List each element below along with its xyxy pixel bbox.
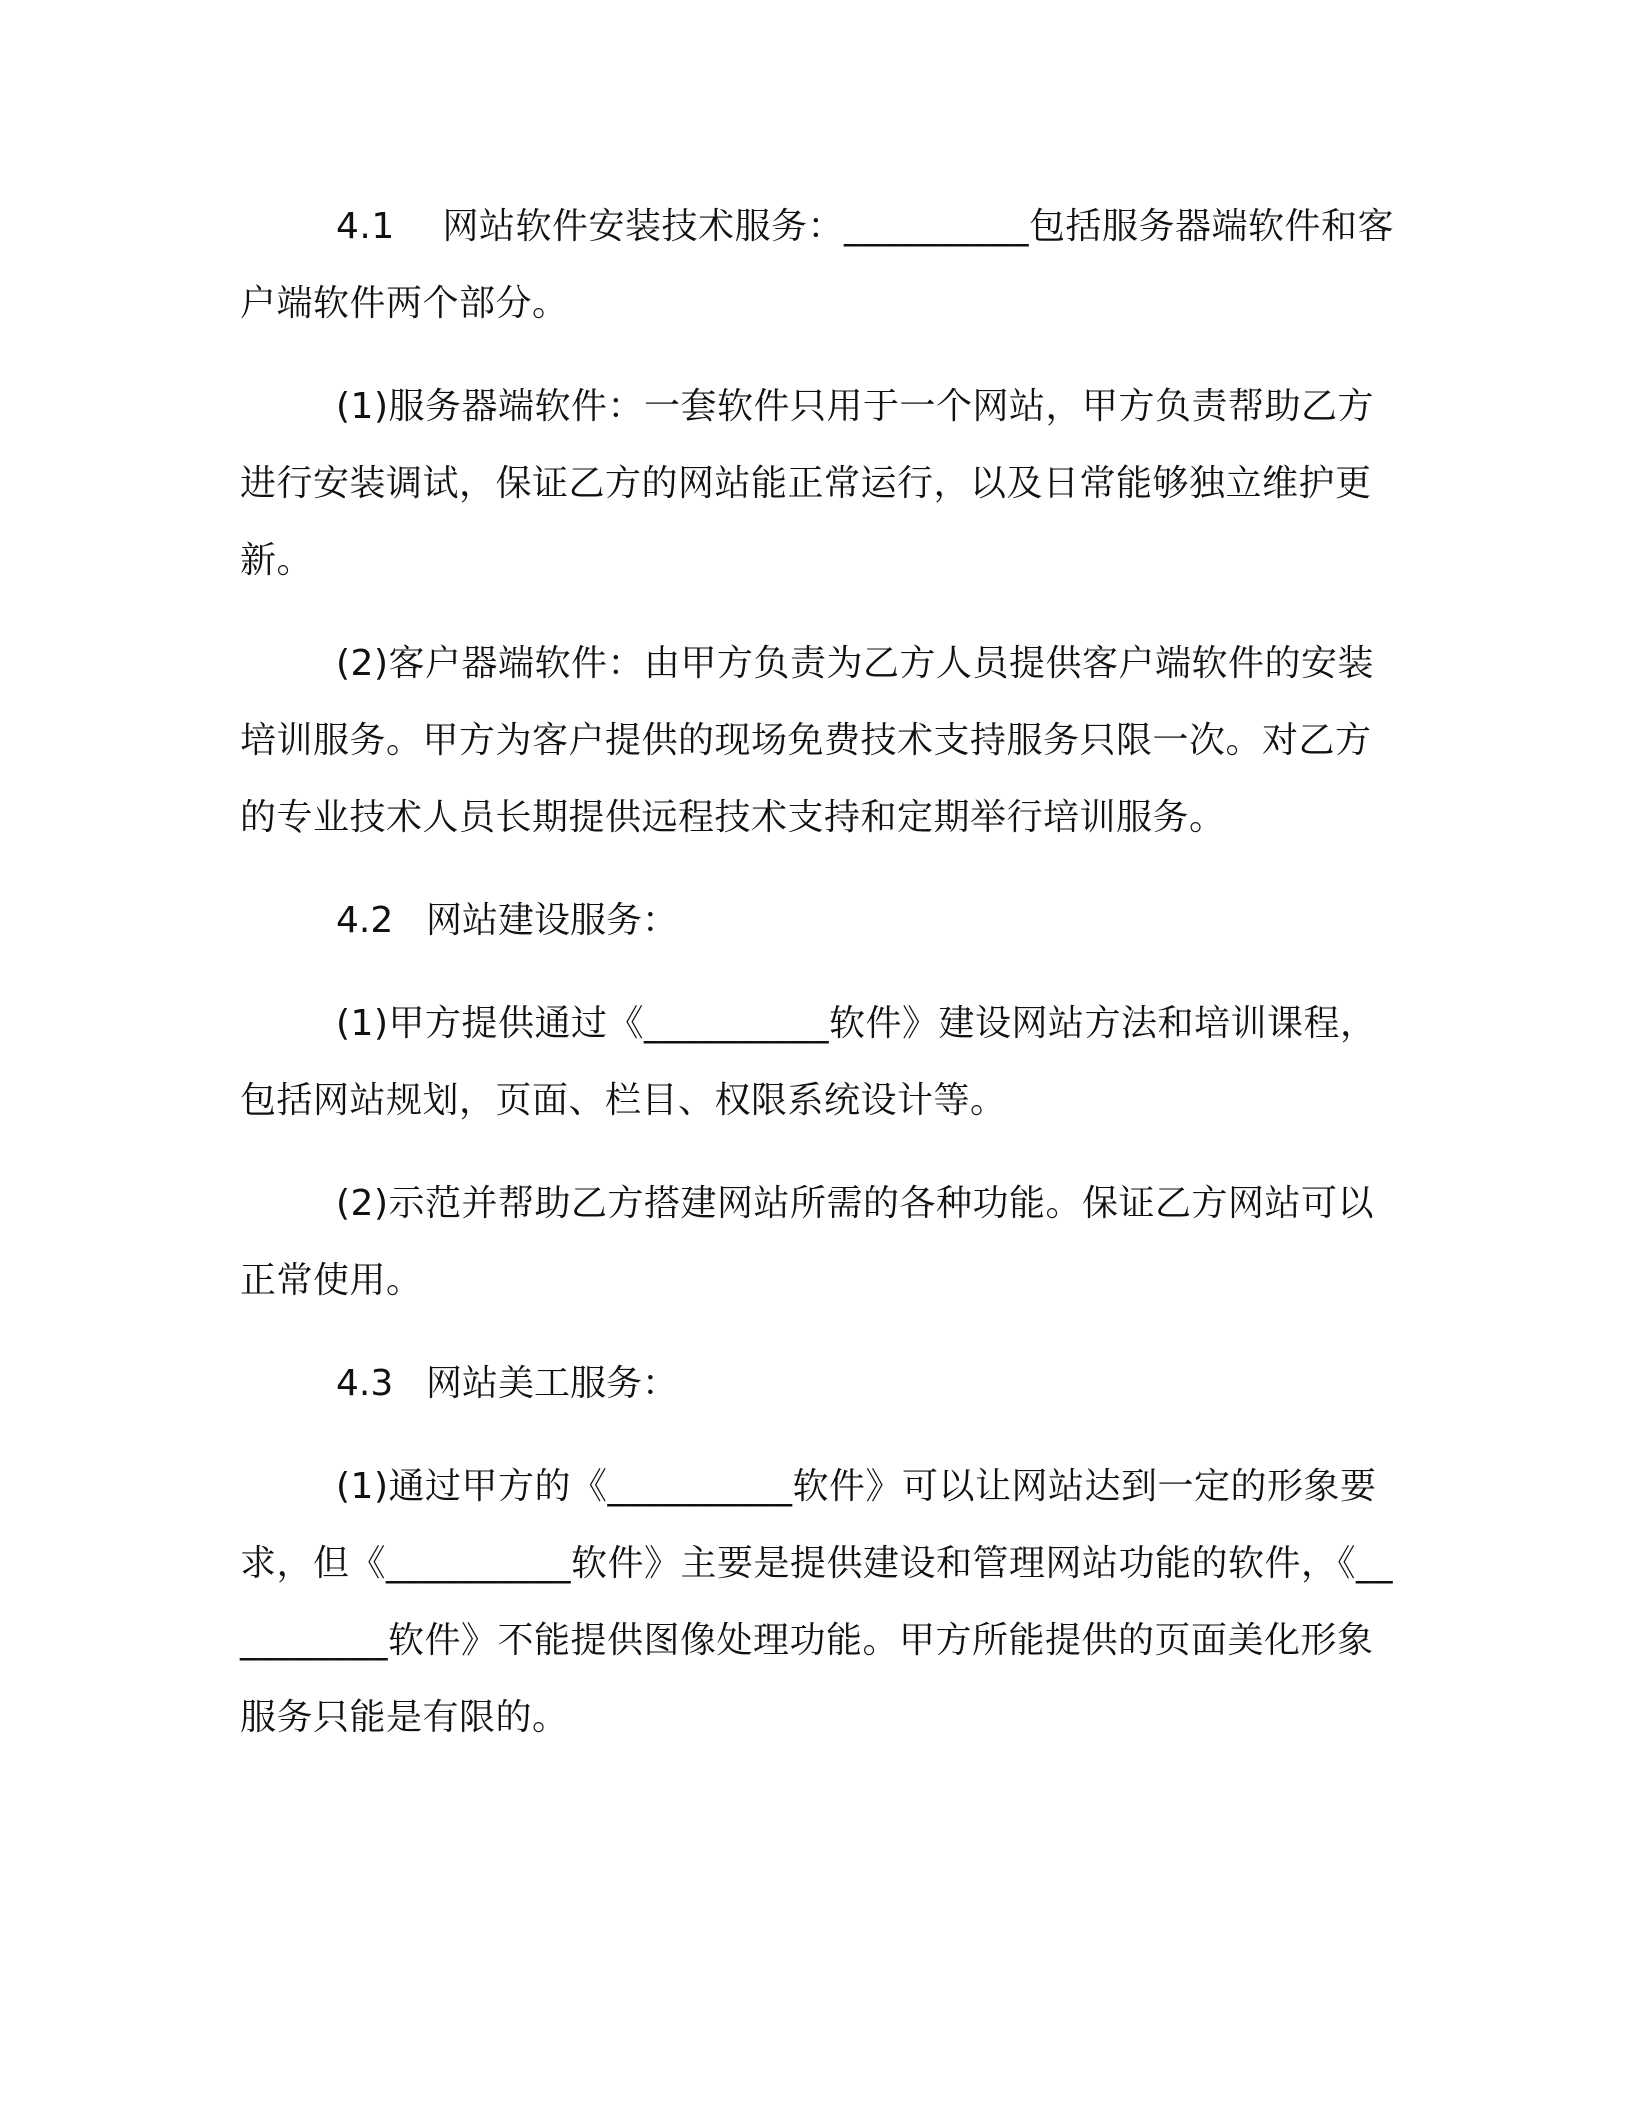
section-4-3-title: 网站美工服务： xyxy=(426,1363,679,1404)
section-4-1-title: 网站软件安装技术服务：__________包括服务器端软件和客户端软件两个部分。 xyxy=(240,206,1395,324)
section-4-2-paragraph-1: (1)甲方提供通过《__________软件》建设网站方法和培训课程，包括网站规划，页面、栏目、权限系统设计等。 xyxy=(240,1003,1377,1121)
section-4-2-title: 网站建设服务： xyxy=(426,900,679,941)
section-4-3-heading xyxy=(240,1345,1400,1422)
document-body xyxy=(240,188,1400,1782)
section-4-3-paragraph-1: (1)通过甲方的《__________软件》可以让网站达到一定的形象要求，但《__________软件》主要是提供建设和管理网站功能的软件，《__________软件》不能提供图像处理功能。甲方所能提供的页面美化形象服务只能是有限的。 xyxy=(240,1466,1394,1738)
section-4-1-heading xyxy=(240,188,1400,342)
section-4-3-number: 4.3 xyxy=(336,1363,394,1404)
section-4-2-heading xyxy=(240,882,1400,959)
section-4-2-paragraph-2: (2)示范并帮助乙方搭建网站所需的各种功能。保证乙方网站可以正常使用。 xyxy=(240,1183,1374,1301)
section-4-1-paragraph-1: (1)服务器端软件：一套软件只用于一个网站，甲方负责帮助乙方进行安装调试，保证乙方的网站能正常运行，以及日常能够独立维护更新。 xyxy=(240,386,1374,581)
section-4-1-paragraph-2: (2)客户器端软件：由甲方负责为乙方人员提供客户端软件的安装培训服务。甲方为客户提供的现场免费技术支持服务只限一次。对乙方的专业技术人员长期提供远程技术支持和定期举行培训服务。 xyxy=(240,643,1374,838)
section-4-2-number: 4.2 xyxy=(336,900,394,941)
section-4-1-number: 4.1 xyxy=(336,206,395,247)
